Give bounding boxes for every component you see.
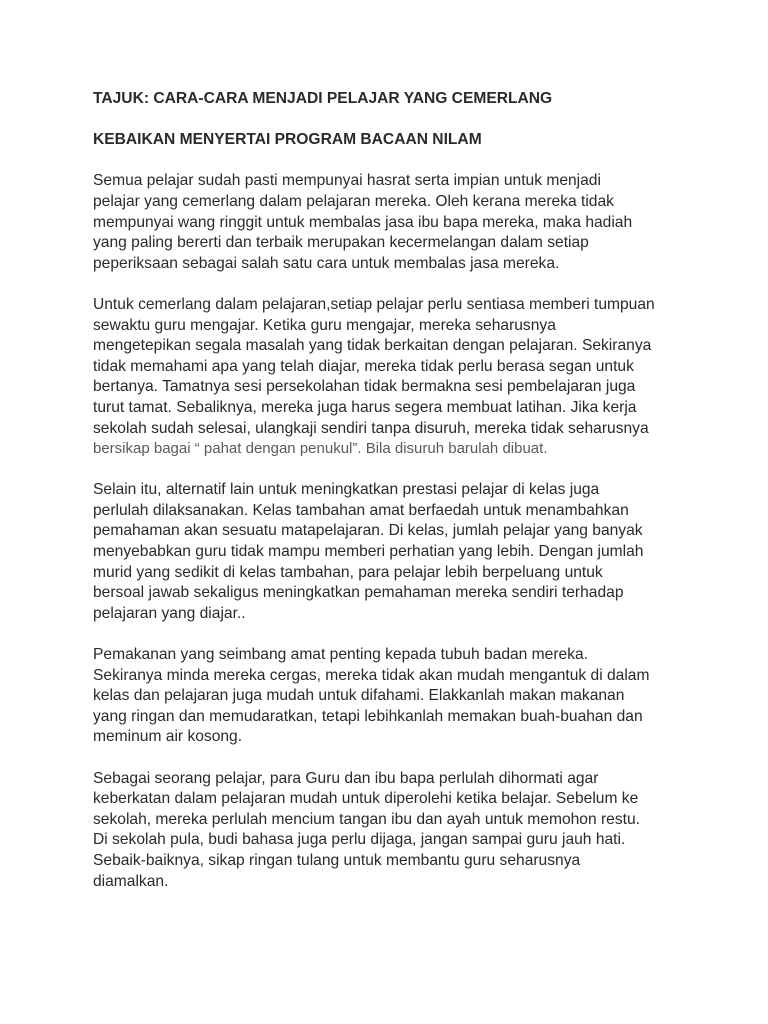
paragraph-line: Sebaik-baiknya, sikap ringan tulang untuk membantu guru seharusnya (93, 851, 581, 869)
paragraph-line: sekolah sudah selesai, ulangkaji sendiri tanpa disuruh, mereka tidak seharusnya (93, 419, 649, 437)
paragraph-line: bersoal jawab sekaligus meningkatkan pemahaman mereka sendiri terhadap (93, 584, 624, 602)
paragraph-line: Semua pelajar sudah pasti mempunyai hasrat serta impian untuk menjadi (93, 172, 601, 190)
paragraph-line: murid yang sedikit di kelas tambahan, para pelajar lebih berpeluang untuk (93, 563, 603, 581)
paragraph-line: bertanya. Tamatnya sesi persekolahan tidak bermakna sesi pembelajaran juga (93, 378, 636, 396)
paragraph-line: peperiksaan sebagai salah satu cara untuk membalas jasa mereka. (93, 254, 560, 272)
paragraph-line: yang ringan dan memudaratkan, tetapi lebihkanlah memakan buah-buahan dan (93, 707, 643, 725)
document-subtitle: KEBAIKAN MENYERTAI PROGRAM BACAAN NILAM (93, 131, 482, 149)
paragraph-line: tidak memahami apa yang telah diajar, mereka tidak perlu berasa segan untuk (93, 357, 634, 375)
paragraph-5 (93, 769, 693, 893)
paragraph-line: Sekiranya minda mereka cergas, mereka tidak akan mudah mengantuk di dalam (93, 666, 650, 684)
paragraph-line: Pemakanan yang seimbang amat penting kepada tubuh badan mereka. (93, 646, 589, 664)
document-body (93, 89, 693, 913)
paragraph-1 (93, 171, 693, 274)
paragraph-line: pelajar yang cemerlang dalam pelajaran mereka. Oleh kerana mereka tidak (93, 192, 614, 210)
paragraph-line: pemahaman akan sesuatu matapelajaran. Di kelas, jumlah pelajar yang banyak (93, 522, 643, 540)
paragraph-line: sewaktu guru mengajar. Ketika guru mengajar, mereka seharusnya (93, 316, 556, 334)
paragraph-line: mengetepikan segala masalah yang tidak berkaitan dengan pelajaran. Sekiranya (93, 337, 652, 355)
paragraph-line: Selain itu, alternatif lain untuk meningkatkan prestasi pelajar di kelas juga (93, 481, 600, 499)
paragraph-3 (93, 480, 693, 624)
paragraph-line: menyebabkan guru tidak mampu memberi perhatian yang lebih. Dengan jumlah (93, 543, 644, 561)
paragraph-4 (93, 645, 693, 748)
paragraph-line: diamalkan. (93, 872, 169, 890)
document-title: TAJUK: CARA-CARA MENJADI PELAJAR YANG CEMERLANG (93, 90, 553, 107)
paragraph-line: mempunyai wang ringgit untuk membalas jasa ibu bapa mereka, maka hadiah (93, 213, 633, 231)
paragraph-line: bersikap bagai “ pahat dengan penukul”. Bila disuruh barulah dibuat. (93, 440, 548, 458)
paragraph-line: Di sekolah pula, budi bahasa juga perlu dijaga, jangan sampai guru jauh hati. (93, 831, 626, 849)
paragraph-line: meminum air kosong. (93, 728, 243, 746)
paragraph-line: Sebagai seorang pelajar, para Guru dan ibu bapa perlulah dihormati agar (93, 769, 599, 787)
paragraph-line: pelajaran yang diajar.. (93, 604, 246, 622)
paragraph-line: perlulah dilaksanakan. Kelas tambahan amat berfaedah untuk menambahkan (93, 501, 629, 519)
paragraph-line: yang paling bererti dan terbaik merupakan kecermelangan dalam setiap (93, 234, 589, 252)
paragraph-line: sekolah, mereka perlulah mencium tangan ibu dan ayah untuk memohon restu. (93, 810, 640, 828)
paragraph-line: kelas dan pelajaran juga mudah untuk difahami. Elakkanlah makan makanan (93, 687, 625, 705)
paragraph-2 (93, 295, 693, 460)
paragraph-line: turut tamat. Sebaliknya, mereka juga harus segera membuat latihan. Jika kerja (93, 398, 637, 416)
paragraph-line: keberkatan dalam pelajaran mudah untuk diperolehi ketika belajar. Sebelum ke (93, 790, 639, 808)
paragraph-line: Untuk cemerlang dalam pelajaran,setiap pelajar perlu sentiasa memberi tumpuan (93, 295, 655, 313)
